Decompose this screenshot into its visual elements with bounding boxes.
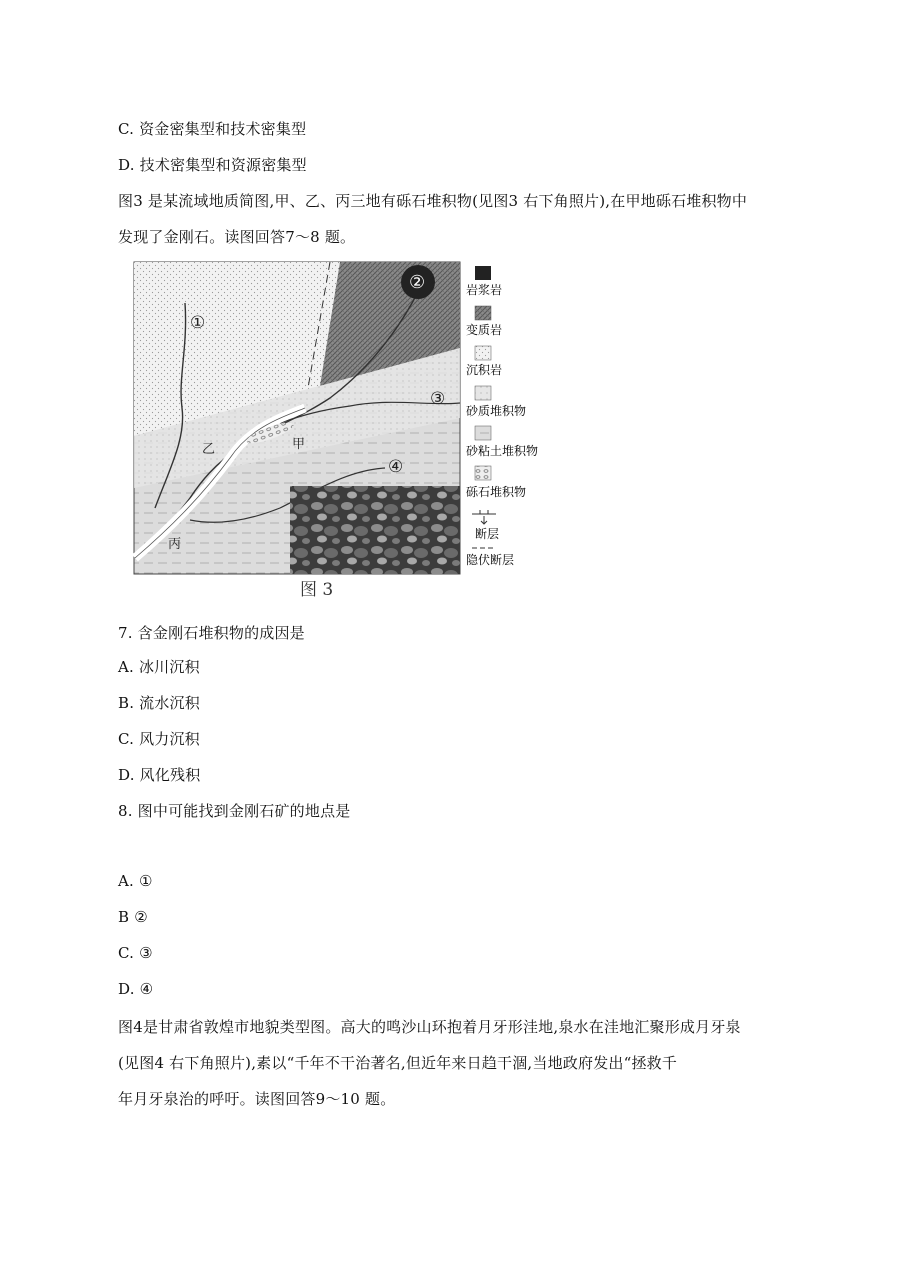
intro-fig3-line1: 图3 是某流域地质简图,甲、乙、丙三地有砾石堆积物(见图3 右下角照片),在甲地砾石堆积物中 xyxy=(118,192,748,210)
option-d: D. 技术密集型和资源密集型 xyxy=(118,156,307,174)
legend-swatch-gravel xyxy=(475,466,491,480)
intro-fig4-line3: 年月牙泉治的呼吁。读图回答9～10 题。 xyxy=(118,1090,396,1108)
legend xyxy=(466,266,538,567)
bing-label: 丙 xyxy=(168,537,182,552)
intro-fig4-line1: 图4是甘肃省敦煌市地貌类型图。高大的鸣沙山环抱着月牙形洼地,泉水在洼地汇聚形成月牙泉 xyxy=(118,1018,741,1036)
q7-option-b: B. 流水沉积 xyxy=(118,694,200,712)
legend-label-magmatic: 岩浆岩 xyxy=(466,283,503,297)
legend-label-sandclay: 砂粘土堆积物 xyxy=(466,444,539,458)
intro-fig3-line2: 发现了金刚石。读图回答7～8 题。 xyxy=(118,228,356,246)
intro-fig4-line2: (见图4 右下角照片),素以“千年不干治著名,但近年来日趋干涸,当地政府发出“拯救千 xyxy=(118,1054,678,1072)
q8-option-b: B ② xyxy=(118,908,148,926)
legend-swatch-sandy xyxy=(475,386,491,400)
q8-option-c: C. ③ xyxy=(118,944,153,962)
gravel-photo xyxy=(290,486,460,574)
legend-swatch-fault xyxy=(472,510,496,524)
map-area xyxy=(134,262,460,574)
q7-option-d: D. 风化残积 xyxy=(118,766,201,784)
geology-figure xyxy=(130,258,560,603)
site-1-label: ① xyxy=(190,313,206,333)
site-2-label: ② xyxy=(409,272,426,293)
legend-label-sedimentary: 沉积岩 xyxy=(466,363,503,377)
legend-label-hidden-fault: 隐伏断层 xyxy=(466,553,515,567)
q8-option-a: A. ① xyxy=(118,872,153,890)
legend-label-metamorphic: 变质岩 xyxy=(466,323,503,337)
q7-option-a: A. 冰川沉积 xyxy=(118,658,200,676)
site-4-label: ④ xyxy=(388,457,404,477)
option-c: C. 资金密集型和技术密集型 xyxy=(118,120,307,138)
legend-swatch-magmatic xyxy=(475,266,491,280)
legend-label-sandy: 砂质堆积物 xyxy=(466,404,527,418)
figure-caption: 图 3 xyxy=(300,580,334,600)
question-7: 7. 含金刚石堆积物的成因是 xyxy=(118,624,305,642)
jia-label: 甲 xyxy=(292,437,306,452)
q8-option-d: D. ④ xyxy=(118,980,154,998)
site-3-label: ③ xyxy=(430,389,446,409)
yi-label: 乙 xyxy=(202,442,216,457)
legend-swatch-sedimentary xyxy=(475,346,491,360)
question-8: 8. 图中可能找到金刚石矿的地点是 xyxy=(118,802,351,820)
legend-swatch-sandclay xyxy=(475,426,491,440)
legend-label-fault: 断层 xyxy=(475,527,500,541)
q7-option-c: C. 风力沉积 xyxy=(118,730,200,748)
legend-label-gravel: 砾石堆积物 xyxy=(466,485,527,499)
legend-swatch-metamorphic xyxy=(475,306,491,320)
